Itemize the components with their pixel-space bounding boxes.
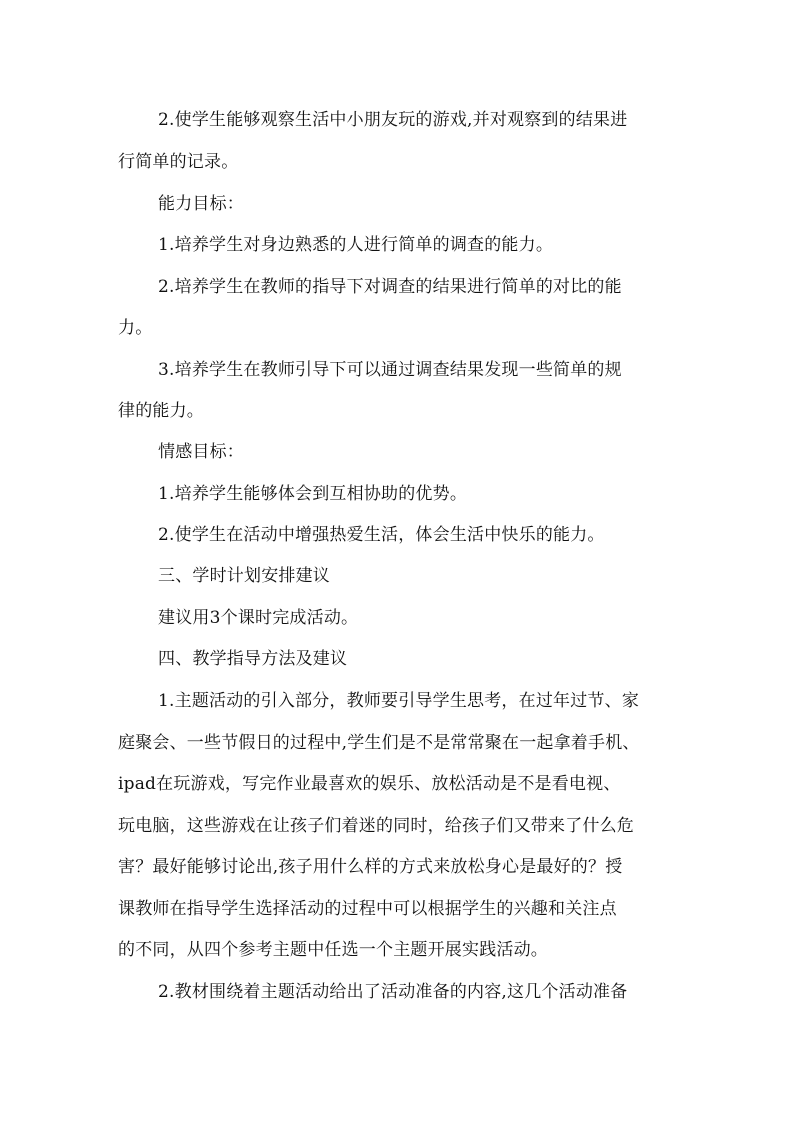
paragraph-line: 1.培养学生能够体会到互相协助的优势。: [158, 484, 468, 504]
paragraph-line: ipad在玩游戏，写完作业最喜欢的娱乐、放松活动是不是看电视、: [118, 774, 621, 794]
paragraph-line: 的不同，从四个参考主题中任选一个主题开展实践活动。: [118, 940, 548, 960]
paragraph-line: 1.培养学生对身边熟悉的人进行简单的调查的能力。: [158, 235, 554, 255]
paragraph-line: 1.主题活动的引入部分，教师要引导学生思考，在过年过节、家: [158, 691, 640, 711]
section-heading: 三、学时计划安排建议: [158, 566, 330, 586]
paragraph-line: 行简单的记录。: [118, 152, 239, 172]
section-heading: 四、教学指导方法及建议: [158, 649, 348, 669]
paragraph-line: 课教师在指导学生选择活动的过程中可以根据学生的兴趣和关注点: [118, 899, 617, 919]
paragraph-line: 3.培养学生在教师引导下可以通过调查结果发现一些简单的规: [158, 360, 622, 380]
section-heading: 情感目标：: [158, 442, 244, 462]
paragraph-line: 2.使学生在活动中增强热爱生活，体会生活中快乐的能力。: [158, 525, 605, 545]
paragraph-line: 律的能力。: [118, 401, 204, 421]
paragraph-line: 建议用3个课时完成活动。: [158, 608, 359, 628]
paragraph-line: 庭聚会、一些节假日的过程中,学生们是不是常常聚在一起拿着手机、: [118, 733, 640, 753]
paragraph-line: 2.使学生能够观察生活中小朋友玩的游戏,并对观察到的结果进: [158, 110, 628, 130]
paragraph-line: 2.教材围绕着主题活动给出了活动准备的内容,这几个活动准备: [158, 982, 628, 1002]
paragraph-line: 力。: [118, 318, 153, 338]
paragraph-line: 玩电脑，这些游戏在让孩子们着迷的同时，给孩子们又带来了什么危: [118, 816, 634, 836]
section-heading: 能力目标：: [158, 194, 244, 214]
paragraph-line: 害？最好能够讨论出,孩子用什么样的方式来放松身心是最好的？授: [118, 857, 623, 877]
paragraph-line: 2.培养学生在教师的指导下对调查的结果进行简单的对比的能: [158, 277, 622, 297]
